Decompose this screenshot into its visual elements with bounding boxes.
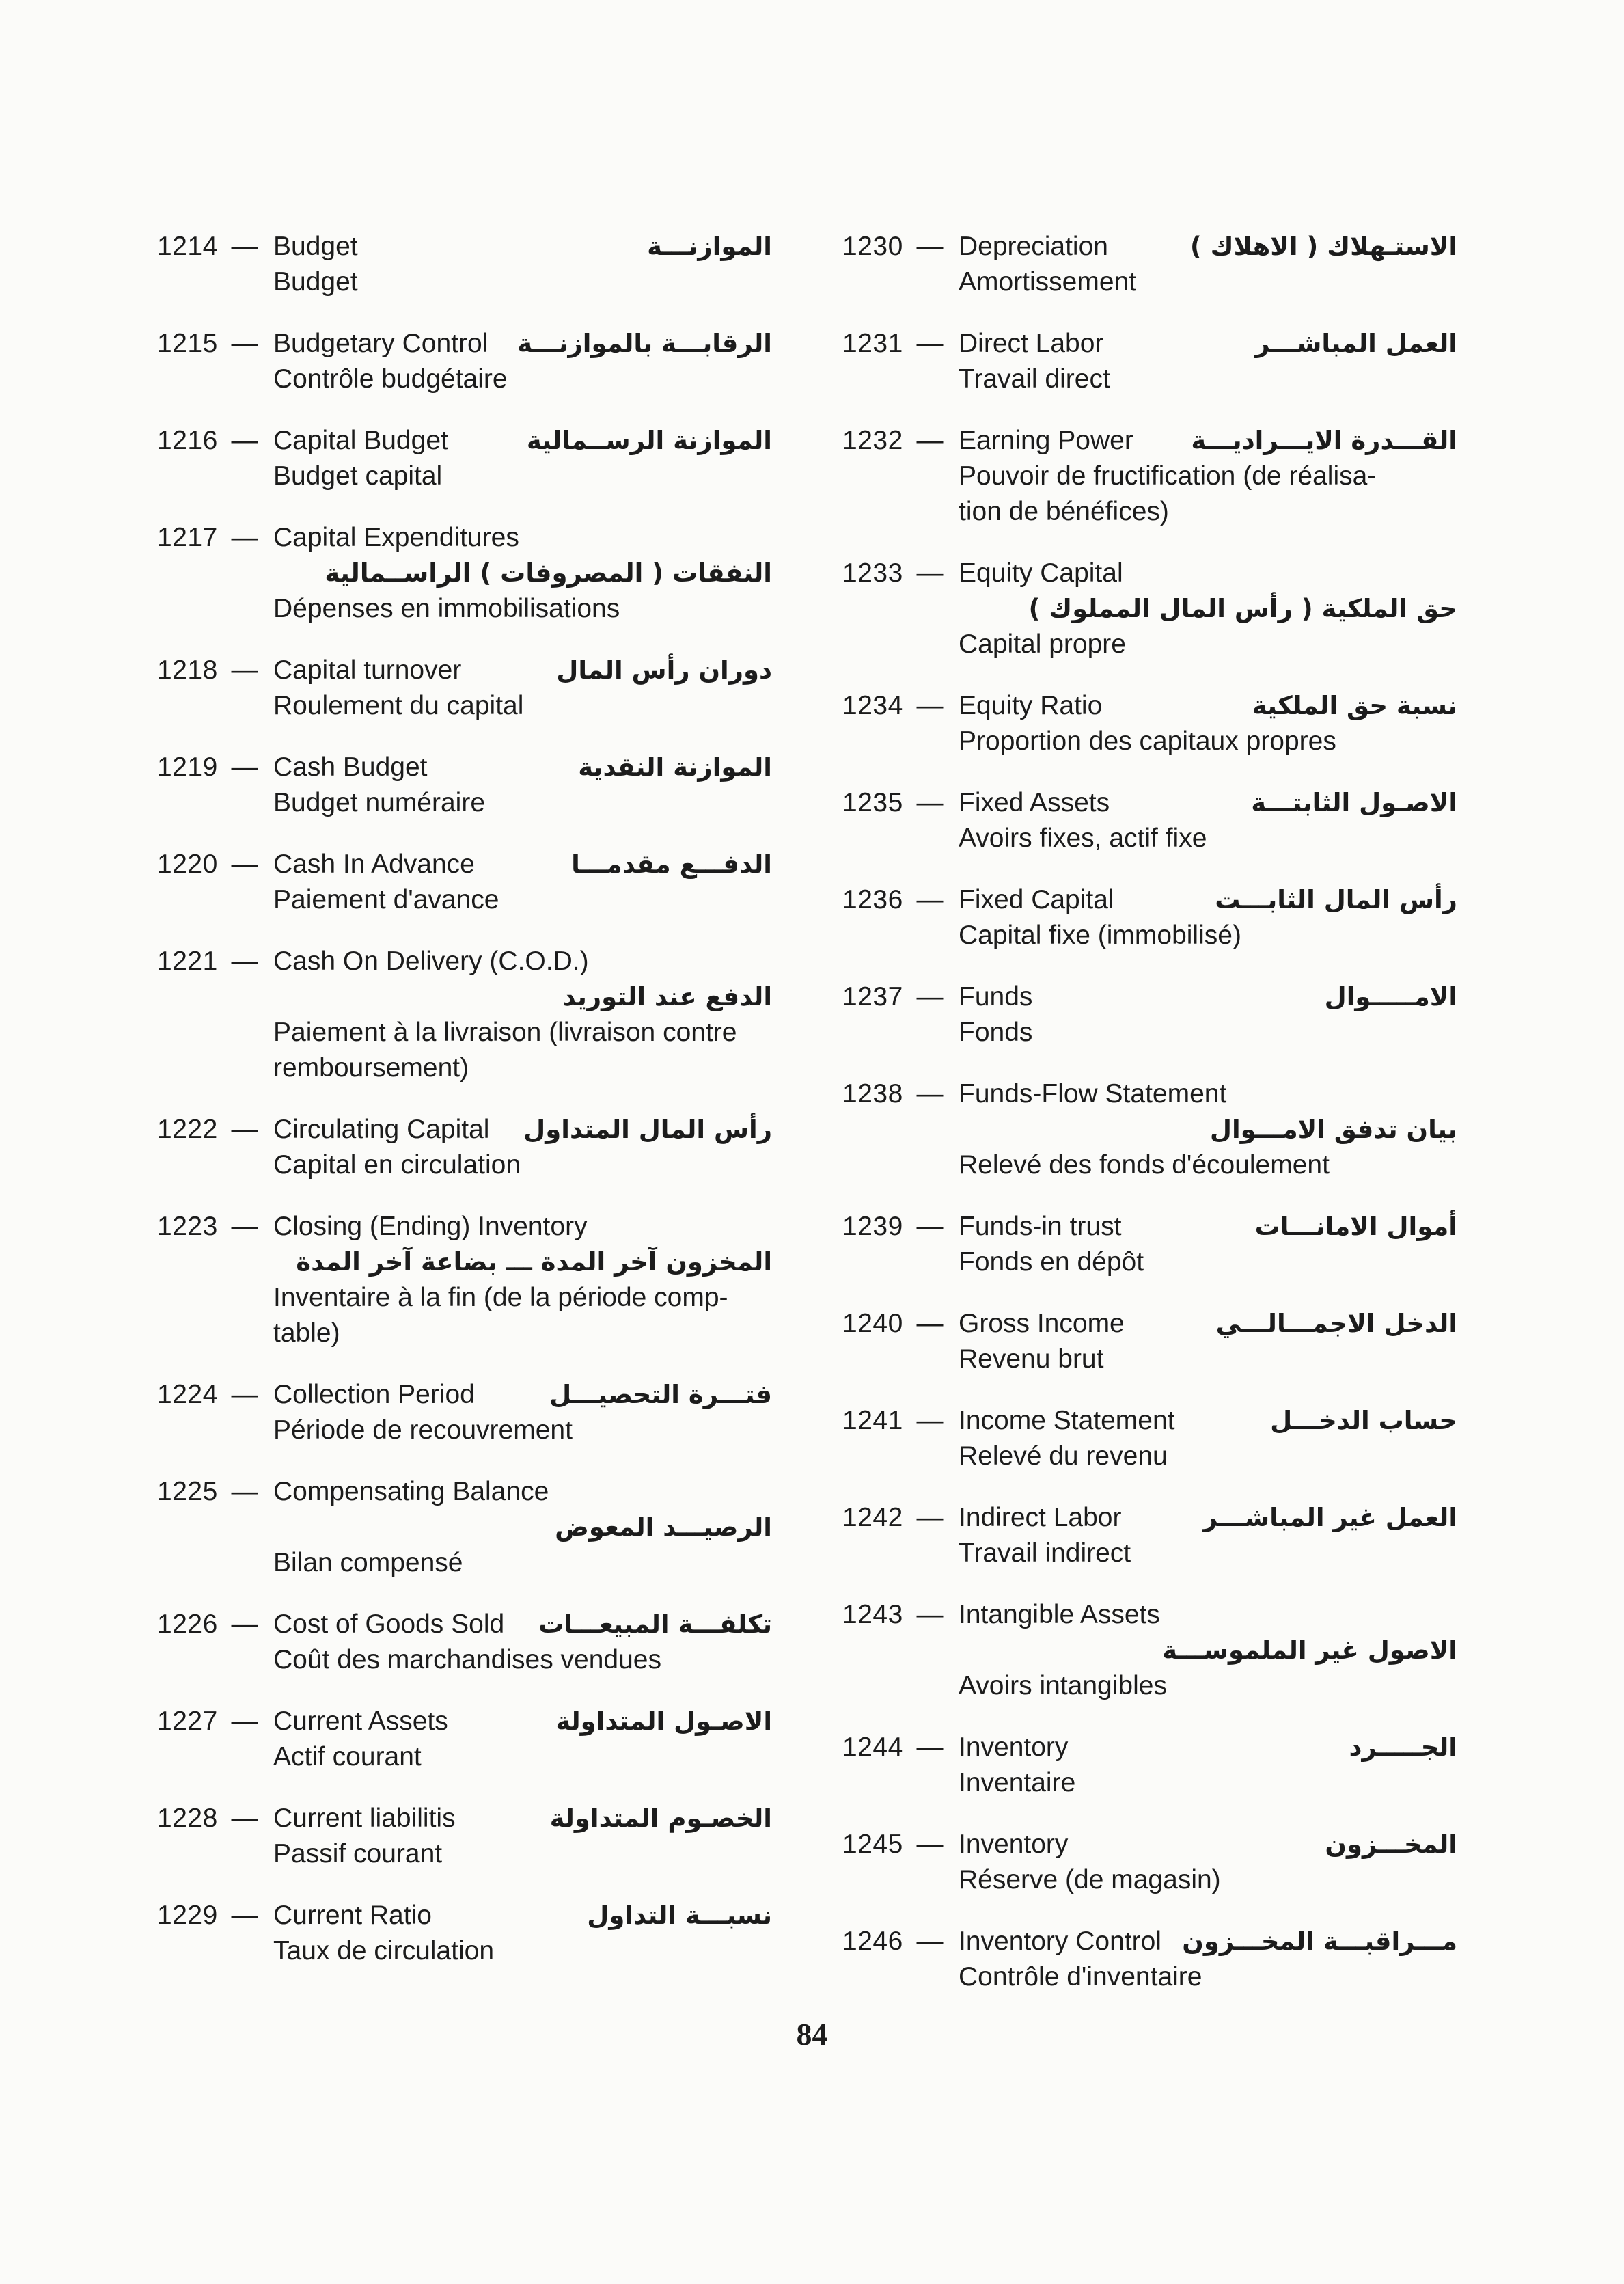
arabic-term: الموازنـــة [647,232,772,261]
glossary-entry [157,229,772,300]
entry-dash: — [231,523,258,552]
arabic-term: الجـــــرد [1349,1732,1457,1762]
entry-number: 1225 [157,1477,218,1506]
entry-headline [273,1112,772,1147]
arabic-term: القـــدرة الايـــراديـــة [1191,426,1457,455]
entry-dash: — [916,1309,944,1338]
glossary-entry [842,326,1457,397]
entry-headline [273,944,772,979]
arabic-term: الاصـول الثابتـــة [1251,788,1457,817]
entry-body [273,423,772,494]
arabic-term: الاصول غير الملموســـة [1162,1635,1457,1665]
arabic-term: الموازنة الرســمالية [526,426,772,455]
entry-number: 1214 [157,232,218,261]
entry-number: 1224 [157,1380,218,1409]
entry-dash: — [231,1609,258,1639]
entry-headline [273,326,772,362]
right-column [842,229,1457,2021]
entry-dash: — [916,788,944,817]
arabic-term: العمل غير المباشـــر [1202,1503,1457,1532]
entry-dash: — [916,329,944,358]
entry-body [959,556,1457,662]
entry-headline [959,1209,1457,1245]
glossary-entry [157,1801,772,1872]
glossary-entry [842,882,1457,953]
arabic-term: الدخل الاجمـــالـــي [1215,1309,1457,1338]
entry-headline [959,423,1457,459]
entry-headline [273,653,772,688]
french-term: Relevé des fonds d'écoulement [959,1150,1330,1180]
entry-dash: — [231,1477,258,1506]
french-term: Inventaire [959,1768,1076,1797]
entry-dash: — [231,849,258,879]
entry-headline [959,326,1457,362]
entry-number: 1222 [157,1115,218,1144]
entry-body [959,1924,1457,1995]
glossary-entry [157,326,772,397]
french-term: Relevé du revenu [959,1441,1168,1471]
entry-dash: — [231,1804,258,1833]
english-term: Cash In Advance [273,849,475,879]
entry-headline [273,1474,772,1510]
entry-body [273,750,772,821]
entry-body [959,1306,1457,1377]
entry-number: 1240 [842,1309,903,1338]
entry-number: 1231 [842,329,903,358]
entry-body [273,520,772,627]
french-term: Roulement du capital [273,691,524,720]
french-term: Travail direct [959,364,1110,394]
entry-number: 1244 [842,1732,903,1762]
entry-headline [273,1898,772,1933]
french-term: Proportion des capitaux propres [959,726,1336,756]
french-term: Période de recouvrement [273,1415,573,1445]
arabic-term: المخـــزون [1325,1830,1457,1859]
entry-dash: — [231,1707,258,1736]
entry-body [273,847,772,918]
entry-number: 1232 [842,426,903,455]
english-term: Capital turnover [273,655,462,685]
english-term: Intangible Assets [959,1600,1160,1629]
glossary-entry [157,423,772,494]
entry-headline [273,229,772,264]
glossary-entry [157,750,772,821]
glossary-entry [157,1209,772,1351]
arabic-term: مـــراقبـــة المخـــزون [1182,1927,1457,1956]
entry-body [273,1474,772,1581]
french-term: Amortissement [959,267,1137,297]
entry-headline [959,1924,1457,1959]
arabic-term: نسبـــة التداول [587,1901,772,1930]
english-term: Equity Capital [959,558,1123,588]
entry-headline [273,847,772,882]
arabic-term: نسبة حق الملكية [1252,691,1457,720]
arabic-term: حق الملكية ( رأس المال المملوك ) [1028,594,1457,623]
french-term: Pouvoir de fructification (de réalisa- [959,461,1377,491]
arabic-term: الاستـهلاك ( الاهلاك ) [1189,232,1457,261]
entry-number: 1233 [842,558,903,588]
arabic-term: فتـــرة التحصيـــل [549,1380,772,1409]
entry-dash: — [231,752,258,782]
french-term: Capital propre [959,629,1126,659]
entry-body [273,1801,772,1872]
english-term: Current Ratio [273,1901,432,1930]
entry-number: 1245 [842,1830,903,1859]
glossary-entry [842,1730,1457,1801]
glossary-entry [842,423,1457,530]
entry-number: 1219 [157,752,218,782]
entry-headline [273,423,772,459]
glossary-entry [157,1377,772,1448]
french-term: Capital en circulation [273,1150,521,1180]
entry-headline [273,1801,772,1836]
arabic-term: الدفـــع مقدمـــا [571,849,772,879]
arabic-term: الامـــــوال [1324,982,1457,1011]
entry-dash: — [916,1079,944,1109]
glossary-entry [842,229,1457,300]
glossary-entry [157,847,772,918]
entry-dash: — [231,655,258,685]
arabic-term: الرصيـــد المعوض [555,1512,772,1542]
english-term: Budget [273,232,358,261]
arabic-term: رأس المال الثابـــت [1215,885,1457,914]
entry-number: 1226 [157,1609,218,1639]
entry-number: 1220 [157,849,218,879]
entry-headline [959,979,1457,1015]
french-term: Capital fixe (immobilisé) [959,921,1241,950]
french-term: Fonds [959,1018,1033,1047]
entry-headline [959,1076,1457,1112]
entry-body [959,688,1457,759]
glossary-entry [842,688,1457,759]
english-term: Capital Budget [273,426,448,455]
english-term: Cash On Delivery (C.O.D.) [273,947,589,976]
glossary-entry [842,979,1457,1050]
entry-number: 1243 [842,1600,903,1629]
glossary-entry [157,1607,772,1678]
entry-body [959,979,1457,1050]
english-term: Inventory [959,1732,1069,1762]
entry-headline [959,1827,1457,1862]
french-term: tion de bénéfices) [959,497,1169,526]
entry-number: 1246 [842,1927,903,1956]
glossary-entry [842,1924,1457,1995]
entry-dash: — [231,1380,258,1409]
french-term: Fonds en dépôt [959,1247,1144,1277]
entry-dash: — [231,426,258,455]
arabic-term: حساب الدخـــل [1270,1406,1457,1435]
entry-number: 1236 [842,885,903,914]
entry-dash: — [916,1732,944,1762]
entry-dash: — [231,1901,258,1930]
entry-body [959,1403,1457,1474]
entry-body [959,1597,1457,1704]
entry-dash: — [916,1406,944,1435]
arabic-term: تكلفـــة المبيعـــات [538,1609,772,1639]
glossary-entry [842,785,1457,856]
french-term: Contrôle d'inventaire [959,1962,1202,1991]
english-term: Indirect Labor [959,1503,1122,1532]
arabic-term: الدفع عند التوريد [562,982,772,1011]
glossary-entry [157,944,772,1086]
entry-body [273,1209,772,1351]
entry-headline [959,882,1457,918]
english-term: Funds-Flow Statement [959,1079,1227,1109]
glossary-entry [157,1704,772,1775]
entry-number: 1216 [157,426,218,455]
glossary-entry [157,653,772,724]
english-term: Current Assets [273,1707,448,1736]
entry-headline [273,1607,772,1642]
entry-headline [273,1377,772,1413]
english-term: Income Statement [959,1406,1175,1435]
entry-dash: — [916,232,944,261]
french-term: Budget capital [273,461,443,491]
arabic-term: بيان تدفق الامـــوال [1209,1115,1457,1144]
entry-number: 1217 [157,523,218,552]
entry-body [273,1112,772,1183]
entry-dash: — [916,691,944,720]
entry-body [959,1730,1457,1801]
arabic-term: الخصـوم المتداولة [549,1804,772,1833]
glossary-entry [157,520,772,627]
entry-headline [273,520,772,556]
entry-dash: — [916,426,944,455]
arabic-term: دوران رأس المال [556,655,772,685]
entry-dash: — [916,1503,944,1532]
entry-number: 1241 [842,1406,903,1435]
french-term: Paiement d'avance [273,885,499,914]
english-term: Equity Ratio [959,691,1103,720]
english-term: Depreciation [959,232,1108,261]
glossary-entry [157,1898,772,1969]
entry-body [273,326,772,397]
french-term: Budget [273,267,358,297]
entry-number: 1234 [842,691,903,720]
english-term: Closing (Ending) Inventory [273,1212,588,1241]
english-term: Current liabilitis [273,1804,456,1833]
entry-dash: — [231,232,258,261]
entry-dash: — [916,1600,944,1629]
arabic-term: العمل المباشـــر [1255,329,1457,358]
glossary-entry [842,1597,1457,1704]
english-term: Collection Period [273,1380,475,1409]
arabic-term: النفقات ( المصروفات ) الراســمالية [325,558,772,588]
english-term: Circulating Capital [273,1115,490,1144]
entry-body [959,1209,1457,1280]
entry-number: 1223 [157,1212,218,1241]
entry-body [273,1704,772,1775]
entry-number: 1238 [842,1079,903,1109]
french-term: Travail indirect [959,1538,1131,1568]
glossary-entry [157,1112,772,1183]
entry-number: 1237 [842,982,903,1011]
french-term: Taux de circulation [273,1936,495,1966]
english-term: Compensating Balance [273,1477,549,1506]
entry-dash: — [916,1212,944,1241]
entry-headline [959,688,1457,724]
entry-body [959,1827,1457,1898]
french-term: Avoirs fixes, actif fixe [959,824,1207,853]
entry-body [959,785,1457,856]
entry-number: 1218 [157,655,218,685]
entry-dash: — [231,947,258,976]
english-term: Fixed Capital [959,885,1114,914]
arabic-term: أموال الامانـــات [1254,1212,1457,1241]
arabic-term: المخزون آخر المدة ـــ بضاعة آخر المدة [296,1247,772,1277]
french-term: Coût des marchandises vendues [273,1645,661,1674]
entry-dash: — [916,1927,944,1956]
entry-body [959,326,1457,397]
entry-headline [273,1209,772,1245]
page-number: 84 [796,2017,828,2052]
french-term: Paiement à la livraison (livraison contre [273,1018,737,1047]
entry-headline [959,1597,1457,1633]
entry-body [959,882,1457,953]
entry-number: 1221 [157,947,218,976]
left-column [157,229,772,1995]
french-term: remboursement) [273,1053,469,1083]
french-term: Réserve (de magasin) [959,1865,1221,1894]
glossary-entry [842,1827,1457,1898]
french-term: Dépenses en immobilisations [273,594,620,623]
entry-number: 1242 [842,1503,903,1532]
entry-number: 1227 [157,1707,218,1736]
english-term: Capital Expenditures [273,523,519,552]
english-term: Inventory Control [959,1927,1161,1956]
english-term: Funds [959,982,1033,1011]
arabic-term: الرقابـــة بالموازنـــة [517,329,772,358]
entry-dash: — [916,885,944,914]
english-term: Direct Labor [959,329,1104,358]
entry-body [959,423,1457,530]
entry-headline [959,785,1457,821]
english-term: Inventory [959,1830,1069,1859]
entry-number: 1230 [842,232,903,261]
entry-number: 1228 [157,1804,218,1833]
entry-body [273,944,772,1086]
french-term: Budget numéraire [273,788,486,817]
english-term: Earning Power [959,426,1133,455]
entry-body [959,1500,1457,1571]
french-term: Avoirs intangibles [959,1671,1167,1700]
arabic-term: رأس المال المتداول [523,1115,772,1144]
glossary-entry [842,1076,1457,1183]
entry-body [273,1377,772,1448]
entry-number: 1235 [842,788,903,817]
glossary-entry [842,1306,1457,1377]
entry-dash: — [231,329,258,358]
entry-headline [273,750,772,785]
arabic-term: الاصـول المتداولة [555,1707,772,1736]
french-term: Bilan compensé [273,1548,463,1577]
english-term: Fixed Assets [959,788,1110,817]
entry-body [273,653,772,724]
entry-body [959,1076,1457,1183]
glossary-entry [842,556,1457,662]
entry-dash: — [916,1830,944,1859]
entry-headline [959,556,1457,591]
arabic-term: الموازنة النقدية [578,752,772,782]
entry-number: 1229 [157,1901,218,1930]
glossary-entry [842,1209,1457,1280]
entry-headline [959,1403,1457,1439]
french-term: Contrôle budgétaire [273,364,508,394]
entry-headline [959,1730,1457,1765]
french-term: Inventaire à la fin (de la période comp- [273,1283,728,1312]
entry-number: 1239 [842,1212,903,1241]
entry-body [273,229,772,300]
entry-dash: — [916,982,944,1011]
entry-dash: — [231,1212,258,1241]
french-term: Passif courant [273,1839,443,1868]
glossary-entry [157,1474,772,1581]
french-term: Revenu brut [959,1344,1104,1374]
entry-number: 1215 [157,329,218,358]
french-term: Actif courant [273,1742,422,1771]
entry-headline [273,1704,772,1739]
glossary-entry [842,1403,1457,1474]
entry-dash: — [916,558,944,588]
entry-dash: — [231,1115,258,1144]
french-term: table) [273,1318,340,1348]
entry-body [273,1607,772,1678]
entry-headline [959,1500,1457,1536]
english-term: Gross Income [959,1309,1125,1338]
entry-headline [959,229,1457,264]
english-term: Cash Budget [273,752,428,782]
entry-body [959,229,1457,300]
entry-body [273,1898,772,1969]
english-term: Funds-in trust [959,1212,1122,1241]
glossary-entry [842,1500,1457,1571]
english-term: Budgetary Control [273,329,488,358]
english-term: Cost of Goods Sold [273,1609,505,1639]
entry-headline [959,1306,1457,1342]
